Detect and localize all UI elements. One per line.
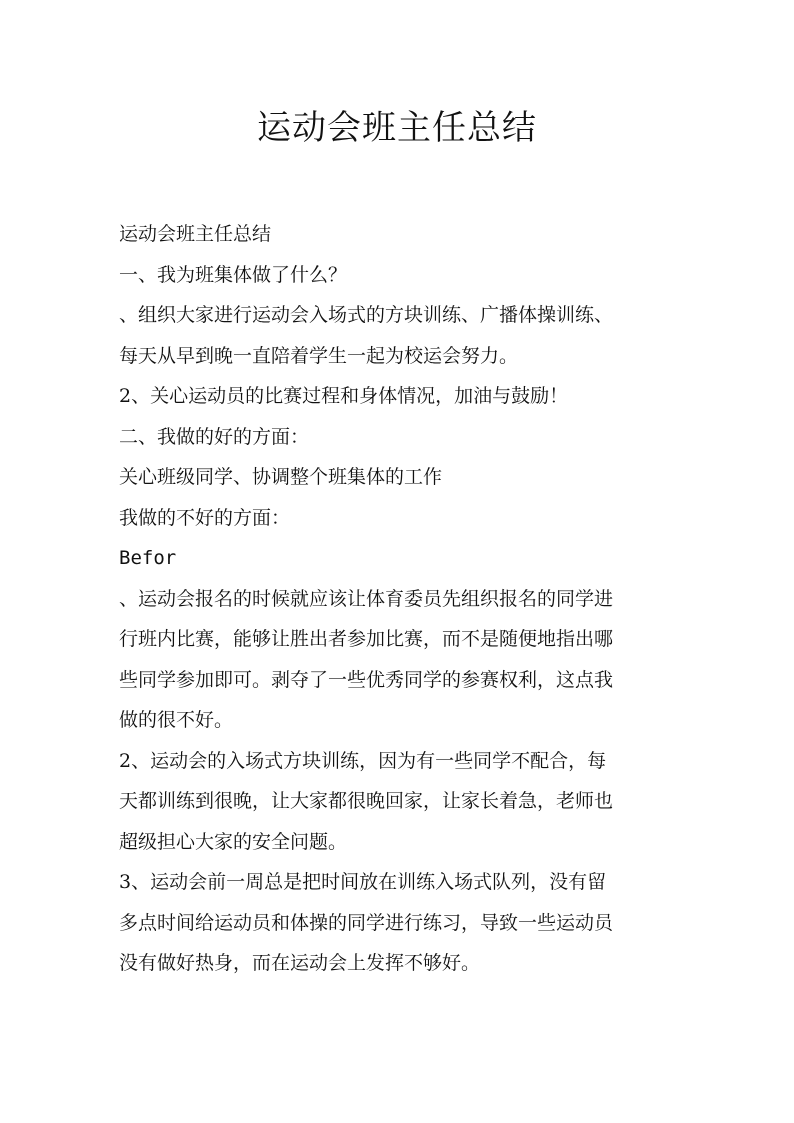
document-title: 运动会班主任总结 bbox=[257, 108, 537, 148]
section-heading: 我做的不好的方面： bbox=[119, 506, 291, 529]
section-heading: 二、我做的好的方面： bbox=[119, 425, 310, 448]
paragraph-line: 3、运动会前一周总是把时间放在训练入场式队列，没有留 bbox=[119, 871, 607, 893]
paragraph-line: 关心班级同学、协调整个班集体的工作 bbox=[119, 466, 443, 488]
paragraph-line: Befor bbox=[119, 547, 177, 569]
paragraph-line: 运动会班主任总结 bbox=[119, 223, 272, 245]
document-body bbox=[119, 214, 699, 984]
paragraph-line: 行班内比赛，能够让胜出者参加比赛，而不是随便地指出哪 bbox=[119, 628, 614, 650]
paragraph-line: 、运动会报名的时候就应该让体育委员先组织报名的同学进 bbox=[119, 587, 614, 610]
paragraph-line: 没有做好热身，而在运动会上发挥不够好。 bbox=[119, 952, 481, 974]
paragraph-line: 2、关心运动员的比赛过程和身体情况，加油与鼓励！ bbox=[119, 385, 569, 407]
paragraph-line: 超级担心大家的安全问题。 bbox=[119, 830, 348, 853]
paragraph-line: 2、运动会的入场式方块训练，因为有一些同学不配合，每 bbox=[119, 749, 607, 772]
paragraph-line: 做的很不好。 bbox=[119, 709, 234, 731]
section-heading: 一、我为班集体做了什么？ bbox=[119, 263, 348, 286]
paragraph-line: 、组织大家进行运动会入场式的方块训练、广播体操训练、 bbox=[119, 304, 614, 326]
paragraph-line: 些同学参加即可。剥夺了一些优秀同学的参赛权利，这点我 bbox=[119, 668, 614, 691]
paragraph-line: 多点时间给运动员和体操的同学进行练习，导致一些运动员 bbox=[119, 911, 614, 934]
paragraph-line: 每天从早到晚一直陪着学生一起为校运会努力。 bbox=[119, 344, 519, 367]
paragraph-line: 天都训练到很晚，让大家都很晚回家，让家长着急，老师也 bbox=[119, 790, 614, 812]
